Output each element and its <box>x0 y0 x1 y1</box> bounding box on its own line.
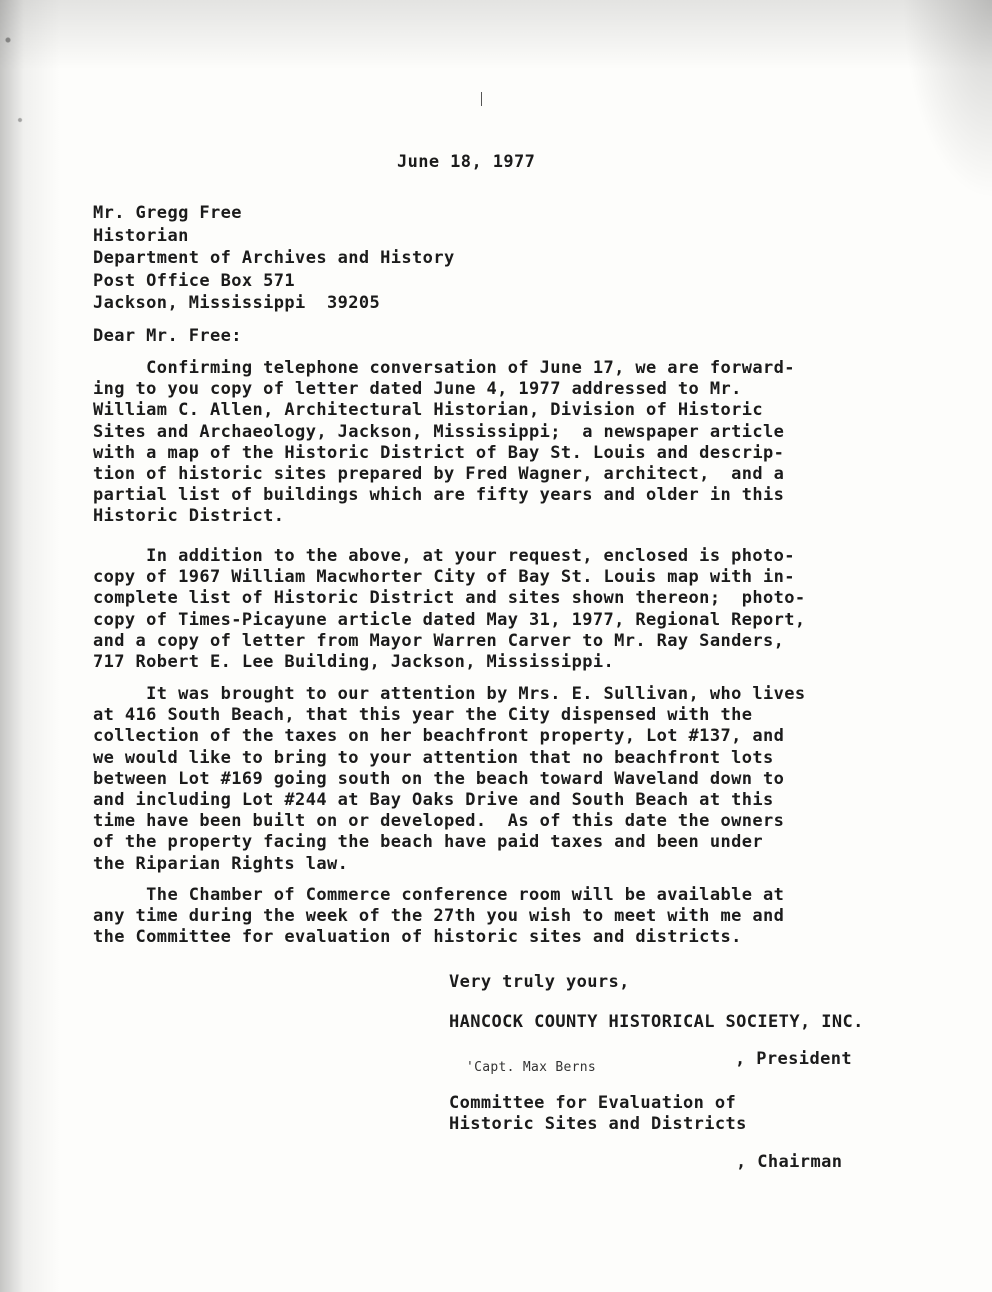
text-line: In addition to the above, at your request, enclosed is photo- <box>93 546 795 566</box>
committee-name <box>449 1093 747 1135</box>
text-line: time have been built on or developed. As of this date the owners <box>93 811 785 832</box>
text-line: any time during the week of the 27th you wish to meet with me and <box>93 906 785 927</box>
recipient-line: Post Office Box 571 <box>93 270 296 291</box>
text-line: and a copy of letter from Mayor Warren Carver to Mr. Ray Sanders, <box>93 630 785 651</box>
text-line: copy of Times-Picayune article dated May 31, 1977, Regional Report, <box>93 609 806 630</box>
text-line: the Riparian Rights law. <box>93 853 349 874</box>
text-line: The Chamber of Commerce conference room will be available at <box>93 885 785 905</box>
text-line: Sites and Archaeology, Jackson, Mississippi; a newspaper article <box>93 421 785 442</box>
letter-date: June 18, 1977 <box>397 152 536 172</box>
text-line: between Lot #169 going south on the beach toward Waveland down to <box>93 768 785 789</box>
paragraph-3 <box>93 684 806 875</box>
text-line: the Committee for evaluation of historic sites and districts. <box>93 927 742 948</box>
salutation: Dear Mr. Free: <box>93 326 242 346</box>
chairman-title: , Chairman <box>736 1152 843 1172</box>
text-line: William C. Allen, Architectural Historian, Division of Historic <box>93 400 763 421</box>
photocopy-edge-right <box>902 0 992 200</box>
margin-mark <box>481 92 482 106</box>
paragraph-4 <box>93 885 784 949</box>
text-line: ing to you copy of letter dated June 4, 1977 addressed to Mr. <box>93 379 742 400</box>
photocopy-edge-left <box>0 0 60 1292</box>
signer-name: 'Capt. Max Berns <box>466 1060 597 1075</box>
organization-name: HANCOCK COUNTY HISTORICAL SOCIETY, INC. <box>449 1012 864 1032</box>
recipient-line: Mr. Gregg Free <box>93 203 242 223</box>
closing: Very truly yours, <box>449 972 630 992</box>
recipient-address <box>93 202 455 315</box>
text-line: collection of the taxes on her beachfront property, Lot #137, and <box>93 726 785 747</box>
photocopy-edge-top <box>0 0 992 70</box>
text-line: Historic District. <box>93 506 285 527</box>
recipient-line: Jackson, Mississippi 39205 <box>93 293 381 313</box>
committee-line: Historic Sites and Districts <box>449 1114 747 1134</box>
text-line: copy of 1967 William Macwhorter City of Bay St. Louis map with in- <box>93 567 795 588</box>
text-line: at 416 South Beach, that this year the City dispensed with the <box>93 705 753 726</box>
text-line: It was brought to our attention by Mrs. E. Sullivan, who lives <box>93 684 806 704</box>
paragraph-1 <box>93 358 795 528</box>
signer-title: , President <box>735 1049 852 1069</box>
recipient-line: Historian <box>93 225 189 246</box>
text-line: and including Lot #244 at Bay Oaks Drive and South Beach at this <box>93 790 774 811</box>
text-line: Confirming telephone conversation of June 17, we are forward- <box>93 358 795 378</box>
text-line: of the property facing the beach have paid taxes and been under <box>93 832 763 853</box>
text-line: with a map of the Historic District of Bay St. Louis and descrip- <box>93 442 785 463</box>
paragraph-2 <box>93 546 806 673</box>
text-line: we would like to bring to your attention that no beachfront lots <box>93 747 774 768</box>
committee-line: Committee for Evaluation of <box>449 1093 737 1113</box>
text-line: partial list of buildings which are fifty years and older in this <box>93 485 785 506</box>
text-line: tion of historic sites prepared by Fred Wagner, architect, and a <box>93 464 785 485</box>
recipient-line: Department of Archives and History <box>93 248 455 268</box>
text-line: complete list of Historic District and sites shown thereon; photo- <box>93 588 806 609</box>
text-line: 717 Robert E. Lee Building, Jackson, Mississippi. <box>93 652 615 673</box>
